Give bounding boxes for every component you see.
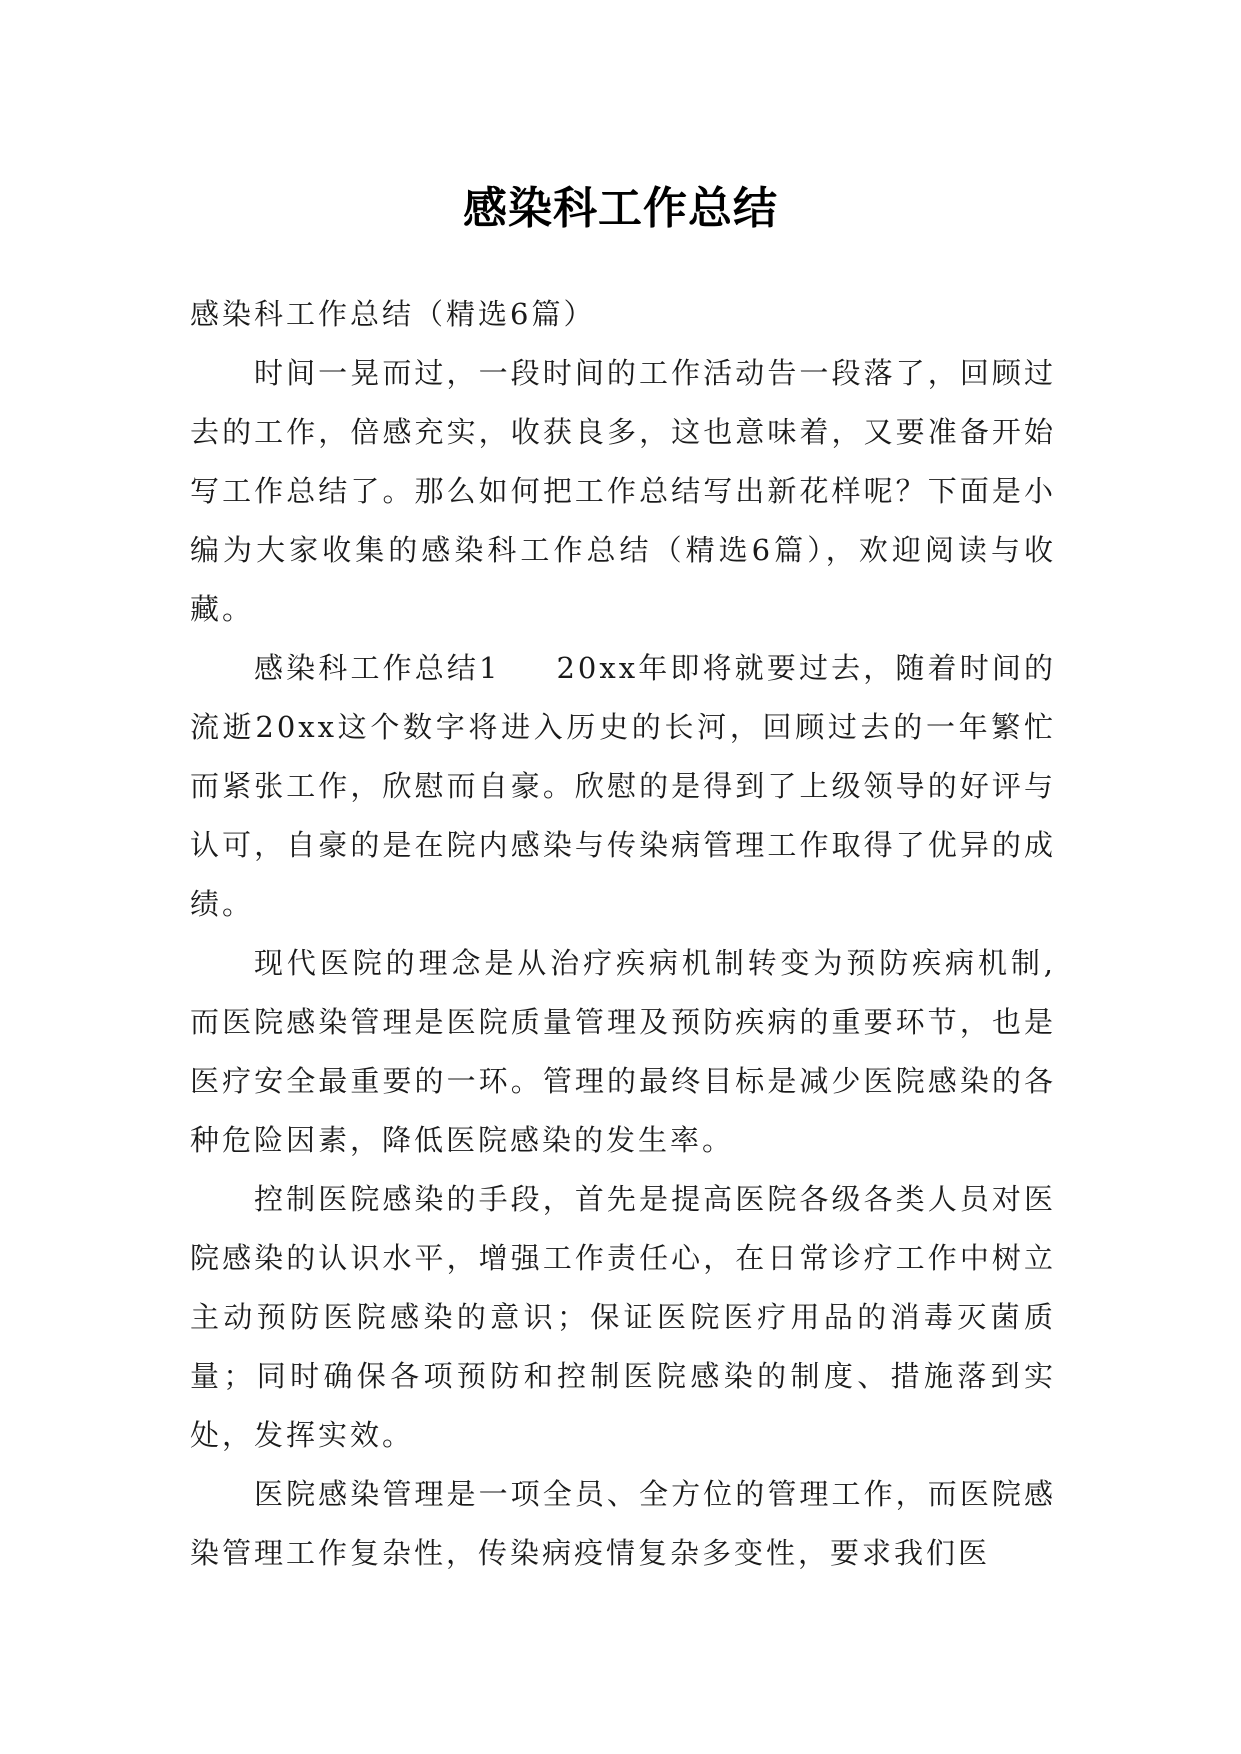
section-1-paragraph bbox=[190, 639, 1056, 934]
body-paragraph-2: 控制医院感染的手段，首先是提高医院各级各类人员对医院感染的认识水平，增强工作责任心，在日常诊疗工作中树立主动预防医院感染的意识；保证医院医疗用品的消毒灭菌质量；同时确保各项预防和控制医院感染的制度、措施落到实处，发挥实效。 bbox=[190, 1182, 1056, 1452]
body-paragraph-1: 现代医院的理念是从治疗疾病机制转变为预防疾病机制,而医院感染管理是医院质量管理及预防疾病的重要环节，也是医疗安全最重要的一环。管理的最终目标是减少医院感染的各种危险因素，降低医院感染的发生率。 bbox=[190, 946, 1056, 1157]
section-1-heading: 感染科工作总结1 bbox=[254, 651, 501, 685]
document-title: 感染科工作总结 bbox=[463, 183, 778, 235]
intro-paragraph: 时间一晃而过，一段时间的工作活动告一段落了，回顾过去的工作，倍感充实，收获良多，这也意味着，又要准备开始写工作总结了。那么如何把工作总结写出新花样呢？下面是小编为大家收集的感染科工作总结（精选6篇），欢迎阅读与收藏。 bbox=[190, 356, 1056, 626]
document-subtitle: 感染科工作总结（精选6篇） bbox=[190, 297, 596, 331]
section-1-text: 20xx年即将就要过去，随着时间的流逝20xx这个数字将进入历史的长河，回顾过去的一年繁忙而紧张工作，欣慰而自豪。欣慰的是得到了上级领导的好评与认可，自豪的是在院内感染与传染病管理工作取得了优异的成绩。 bbox=[190, 651, 1056, 921]
document-body bbox=[190, 285, 1056, 1583]
body-paragraph-3: 医院感染管理是一项全员、全方位的管理工作，而医院感染管理工作复杂性，传染病疫情复杂多变性，要求我们医 bbox=[190, 1477, 1056, 1570]
